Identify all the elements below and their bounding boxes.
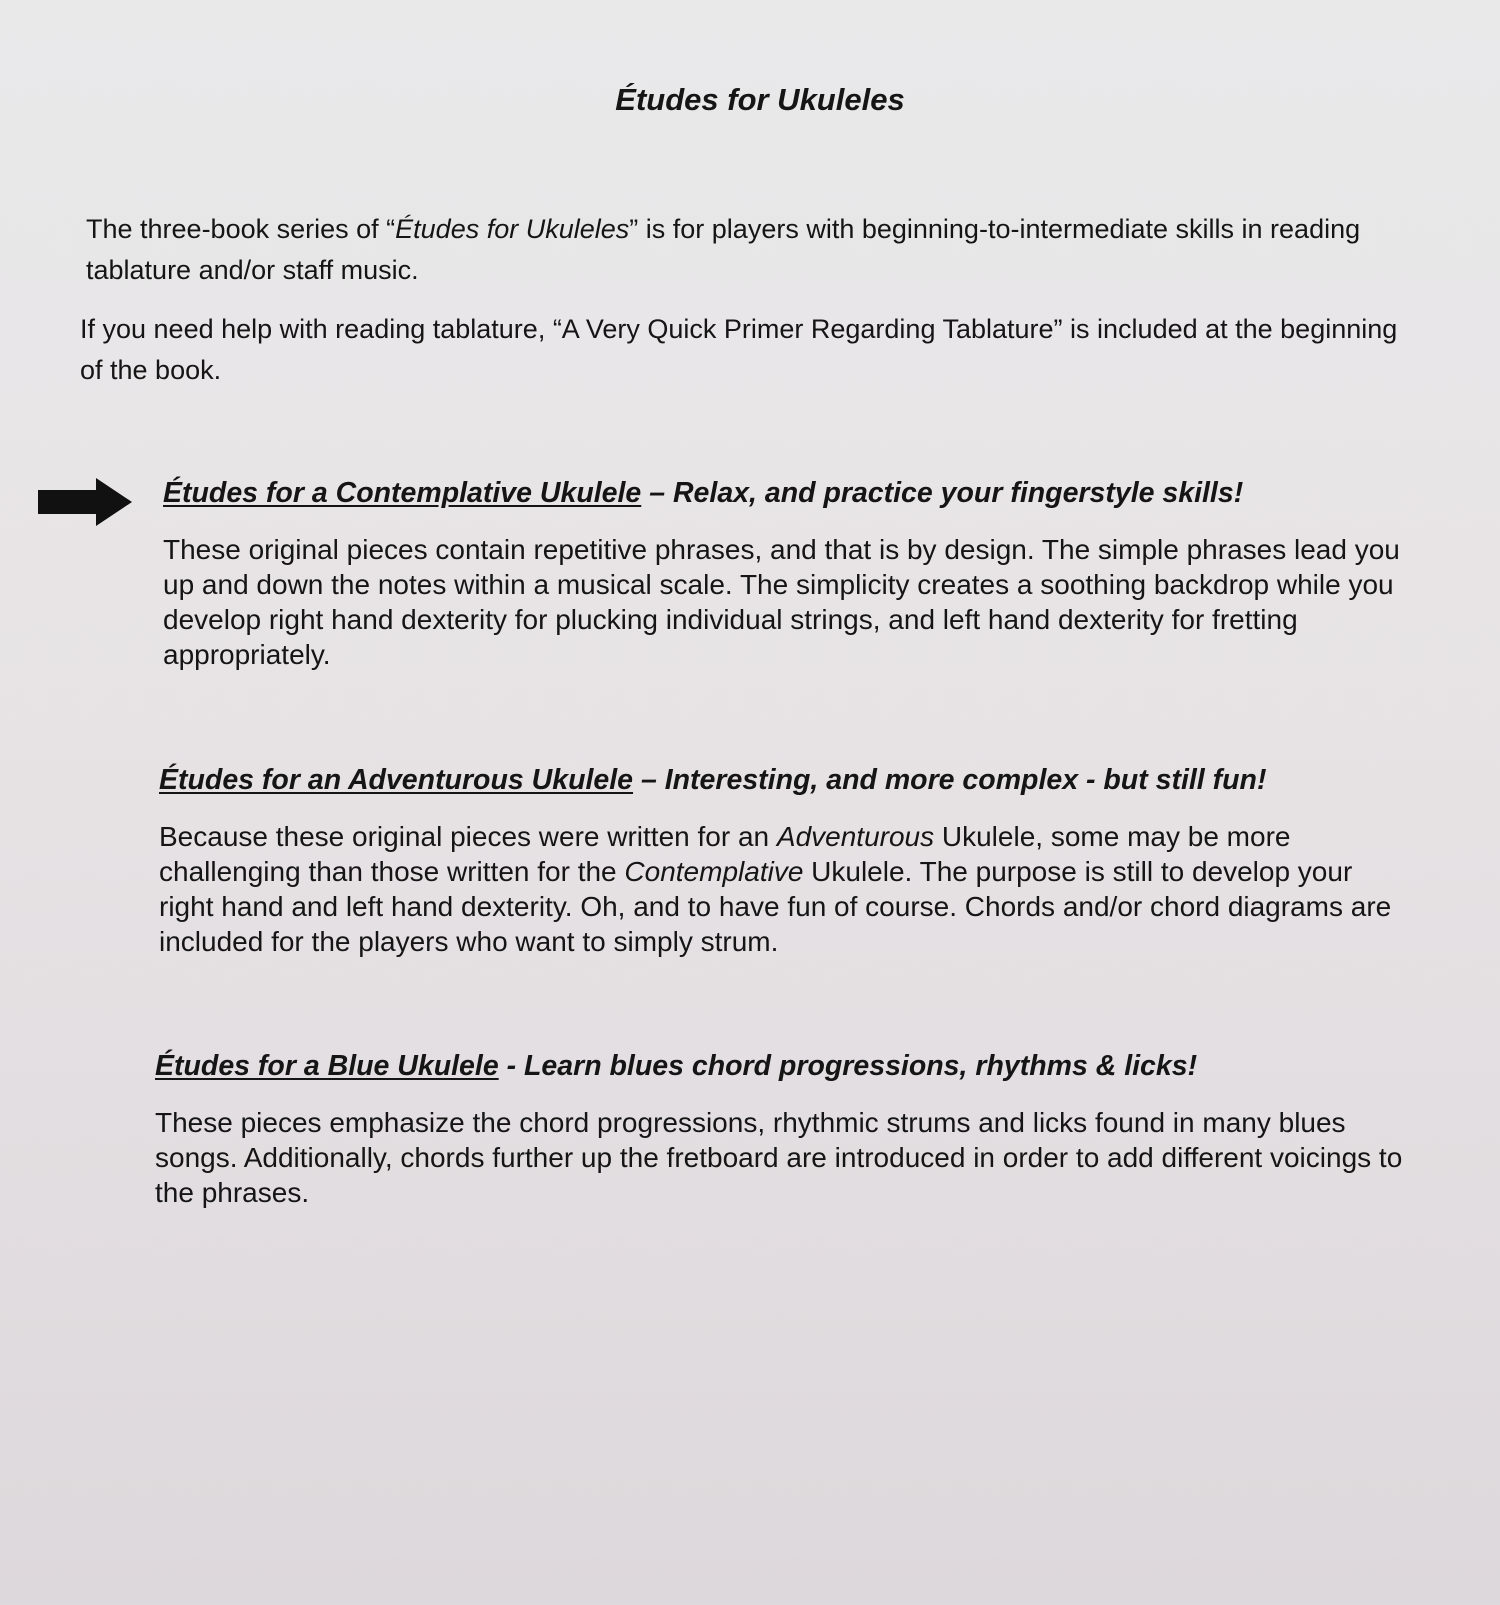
book-title: Études for a Contemplative Ukulele <box>163 477 642 509</box>
body-italic-word: Adventurous <box>776 821 935 852</box>
section-heading <box>163 477 1413 510</box>
intro-text-start: The three-book series of “ <box>86 214 396 244</box>
intro-text-end: ” is for players with beginning-to-intermediate skills in reading tablature and/or staff music. <box>86 214 1361 285</box>
series-title-italic: Études for Ukuleles <box>395 214 630 244</box>
intro-paragraph-2: If you need help with reading tablature, “A Very Quick Primer Regarding Tablature” is included at the beginning of the book. <box>80 314 1398 385</box>
section-heading <box>159 764 1409 797</box>
book-title: Études for a Blue Ukulele <box>155 1050 499 1082</box>
book-tagline: – Interesting, and more complex - but still fun! <box>633 764 1267 796</box>
body-text-part: Ukulele, some may be more challenging than those written for the <box>159 821 1291 887</box>
section-adventurous <box>159 764 1409 959</box>
section-body: These pieces emphasize the chord progressions, rhythmic strums and licks found in many blues songs. Additionally, chords further up the fretboard are introduced in order to add different voicings to the phrases. <box>155 1107 1403 1208</box>
body-italic-word: Contemplative <box>624 856 804 887</box>
section-heading <box>155 1050 1405 1083</box>
book-tagline: – Relax, and practice your fingerstyle skills! <box>641 477 1244 509</box>
book-tagline: - Learn blues chord progressions, rhythms & licks! <box>498 1050 1198 1082</box>
section-body: These original pieces contain repetitive phrases, and that is by design. The simple phrases lead you up and down the notes within a musical scale. The simplicity creates a soothing backdrop while you develop right hand dexterity for plucking individual strings, and left hand dexterity for fretting appropriately. <box>163 534 1400 670</box>
document-title: Études for Ukuleles <box>615 82 905 117</box>
book-title: Études for an Adventurous Ukulele <box>159 764 634 796</box>
body-text-part: Ukulele. The purpose is still to develop your right hand and left hand dexterity. Oh, and to have fun of course. Chords and/or chord diagrams are included for the players who want to simply strum. <box>159 856 1392 957</box>
section-blue <box>155 1050 1405 1210</box>
right-arrow-icon <box>38 478 132 526</box>
section-body <box>159 819 1409 959</box>
body-text-part: Because these original pieces were written for an <box>159 821 777 852</box>
section-contemplative <box>163 477 1413 672</box>
intro-paragraph-1 <box>86 209 1416 291</box>
